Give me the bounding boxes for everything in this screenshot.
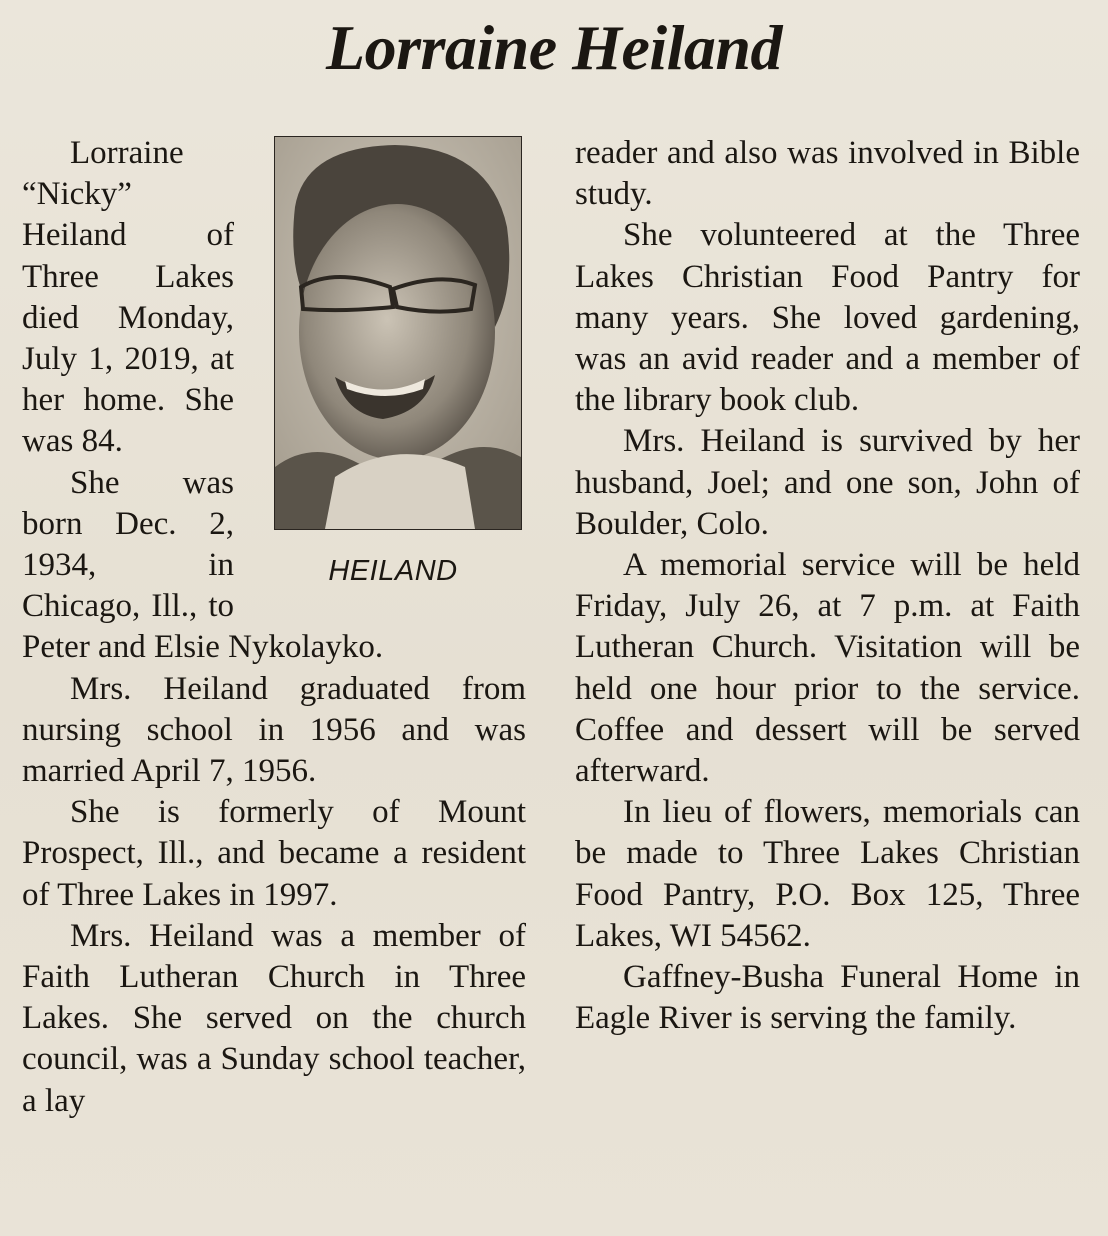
- paragraph: She is formerly of Mount Prospect, Ill., and became a resident of Three Lakes in 1997.: [22, 794, 526, 913]
- right-column: [575, 133, 1080, 1039]
- paragraph: Mrs. Heiland graduated from nursing school in 1956 and was married April 7, 1956.: [22, 670, 526, 790]
- paragraph: Gaffney-Busha Funeral Home in Eagle River is serving the family.: [575, 959, 1080, 1037]
- obituary-title: Lorraine Heiland: [325, 12, 783, 83]
- left-column: [22, 133, 526, 1122]
- paragraph: In lieu of flowers, memorials can be made to Three Lakes Christian Food Pantry, P.O. Box 125, Three Lakes, WI 54562.: [575, 794, 1080, 954]
- paragraph: She volunteered at the Three Lakes Christian Food Pantry for many years. She loved gardening, was an avid reader and a member of the library book club.: [575, 217, 1080, 419]
- paragraph: She was born Dec. 2, 1934, in Chicago, Ill., to Peter and Elsie Nykolayko.: [22, 464, 384, 666]
- photo-caption: HEILAND: [328, 555, 458, 587]
- paragraph: Mrs. Heiland is survived by her husband, Joel; and one son, John of Boulder, Colo.: [575, 423, 1080, 542]
- photo-block: [260, 133, 526, 623]
- paragraph: Mrs. Heiland was a member of Faith Lutheran Church in Three Lakes. She served on the church council, was a Sunday school teacher, a lay: [22, 917, 526, 1119]
- paragraph: A memorial service will be held Friday, July 26, at 7 p.m. at Faith Lutheran Church. Visitation will be held one hour prior to the service. Coffee and dessert will be served afterward.: [575, 547, 1080, 790]
- paragraph: reader and also was involved in Bible study.: [575, 135, 1080, 213]
- paragraph: Lorraine “Nicky” Heiland of Three Lakes died Monday, July 1, 2019, at her home. She was 84.: [22, 135, 234, 460]
- portrait-photo: [274, 136, 522, 530]
